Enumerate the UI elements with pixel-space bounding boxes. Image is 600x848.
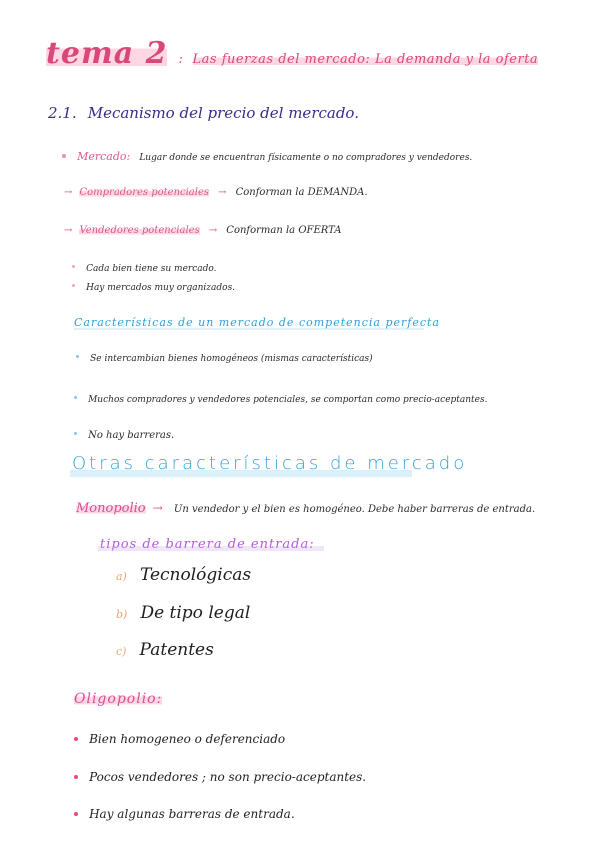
bullet-icon [74, 432, 77, 435]
bullet-icon [74, 775, 78, 779]
vendedores-term: Vendedores potenciales [79, 225, 200, 236]
underline [74, 328, 424, 330]
oligopolio-item [74, 803, 295, 822]
otras-title-text: Otras características de mercado [72, 453, 468, 474]
note-item [72, 275, 235, 294]
note-text: Cada bien tiene su mercado. [86, 264, 217, 274]
mercado-text: Lugar donde se encuentran físicamente o no compradores y vendedores. [139, 153, 473, 163]
highlight-bar [70, 470, 412, 477]
compradores-term: Compradores potenciales [79, 187, 210, 198]
bullet-icon [72, 284, 75, 287]
oligopolio-item-text: Hay algunas barreras de entrada. [89, 807, 295, 821]
barrera-item [116, 603, 250, 623]
oligopolio-term: Oligopolio: [74, 691, 163, 707]
competencia-title-text: Características de un mercado de competencia perfecta [74, 316, 440, 329]
competencia-item [74, 387, 487, 406]
arrow-icon: → [208, 225, 218, 236]
barrera-label: Tecnológicas [139, 565, 252, 585]
mercado-term: Mercado: [77, 150, 131, 163]
tema-label: tema 2 [46, 36, 168, 71]
underline [98, 546, 324, 551]
monopolio-text: Un vendedor y el bien es homogéneo. Debe haber barreras de entrada. [173, 504, 536, 515]
bullet-icon [74, 396, 77, 399]
oligopolio-item-text: Pocos vendedores ; no son precio-aceptantes. [89, 770, 367, 784]
note-item [72, 256, 217, 275]
competencia-item [74, 423, 174, 442]
oligopolio-heading [74, 688, 162, 707]
compradores-text: Conforman la DEMANDA. [235, 187, 368, 198]
header-separator: : [178, 52, 184, 67]
barrera-label: Patentes [139, 640, 214, 660]
competencia-item [76, 346, 373, 365]
bullet-icon [76, 355, 79, 358]
barrera-marker: b) [116, 608, 128, 621]
barreras-title-text: tipos de barrera de entrada: [100, 537, 315, 552]
monopolio-line [76, 497, 535, 516]
competencia-item-text: Se intercambian bienes homogéneos (mismas características) [90, 354, 373, 364]
barrera-label: De tipo legal [140, 603, 251, 623]
barrera-item [116, 640, 214, 660]
arrow-right-icon: → [152, 501, 163, 515]
vendedores-text: Conforman la OFERTA [226, 225, 342, 236]
arrow-right-icon: → [64, 225, 73, 236]
oligopolio-item [74, 728, 285, 747]
note-text: Hay mercados muy organizados. [86, 283, 236, 293]
competencia-item-text: Muchos compradores y vendedores potenciales, se comportan como precio-aceptantes. [88, 395, 488, 405]
barrera-marker: a) [116, 570, 127, 583]
header-title: Las fuerzas del mercado: La demanda y la oferta [192, 52, 539, 67]
competencia-item-text: No hay barreras. [88, 430, 175, 441]
section-heading [48, 103, 359, 122]
monopolio-term: Monopolio [76, 501, 146, 516]
bullet-icon [74, 737, 78, 741]
oligopolio-item [74, 766, 366, 785]
barrera-marker: c) [116, 645, 127, 658]
bullet-icon [72, 265, 75, 268]
compradores-line [64, 180, 368, 199]
arrow-icon: → [218, 187, 227, 198]
page-header [46, 36, 538, 71]
section-number: 2.1. [48, 104, 77, 122]
section-title: Mecanismo del precio del mercado. [87, 104, 359, 122]
bullet-icon [62, 154, 66, 158]
bullet-icon [74, 812, 78, 816]
vendedores-line [64, 218, 341, 237]
arrow-right-icon: → [64, 187, 73, 198]
barrera-item [116, 565, 251, 585]
oligopolio-item-text: Bien homogeneo o deferenciado [89, 732, 286, 746]
mercado-definition [62, 145, 472, 164]
